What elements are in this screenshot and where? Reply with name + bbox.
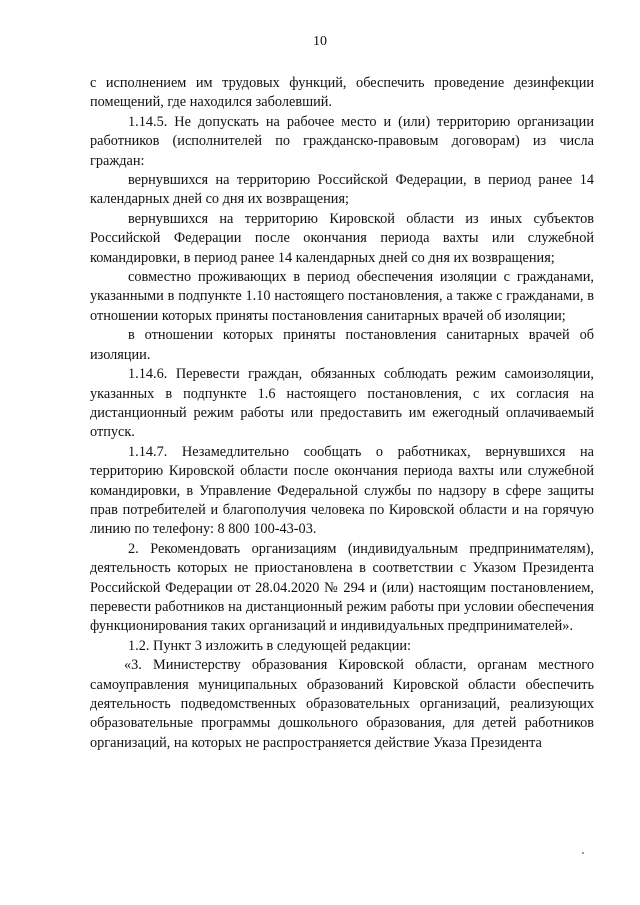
paragraph-continuation: с исполнением им трудовых функций, обеспечить проведение дезинфекции помещений, где находился заболевший.: [90, 75, 594, 111]
list-item-returned-rf: вернувшихся на территорию Российской Федерации, в период ранее 14 календарных дней со дня их возвращения;: [90, 172, 594, 208]
paragraph-2-recommendation: 2. Рекомендовать организациям (индивидуальным предпринимателям), деятельность которых не приостановлена в соответствии с Указом Президента Российской Федерации от 28.04.2020 № 294 и (или) настоящим постановлением, перевести работников на дистанционный режим работы при условии обеспечения функционирования таких организаций и индивидуальных предпринимателей».: [90, 540, 594, 635]
paragraph-1-14-5: 1.14.5. Не допускать на рабочее место и (или) территорию организации работников (исполнителей по гражданско-правовым договорам) из числа граждан:: [90, 113, 594, 169]
paragraph-3-quoted: «3. Министерству образования Кировской области, органам местного самоуправления муниципальных образований Кировской области обеспечить деятельность подведомственных образовательных организаций, реализующих образовательные программы дошкольного образования, для детей работников организаций, на которых не распространяется действие Указа Президента: [90, 657, 594, 751]
page-number: 10: [313, 34, 327, 49]
list-item-isolation-orders: в отношении которых приняты постановления санитарных врачей об изоляции.: [90, 327, 594, 363]
paragraph-1-14-7: 1.14.7. Незамедлительно сообщать о работниках, вернувшихся на территорию Кировской области после окончания периода вахты или служебной командировки, в Управление Федеральной службы по надзору в сфере защиты прав потребителей и благополучия человека по Кировской области и на горячую линию по телефону: 8 800 100-43-03.: [90, 443, 594, 538]
document-body: [90, 74, 594, 753]
paragraph-1-14-6: 1.14.6. Перевести граждан, обязанных соблюдать режим самоизоляции, указанных в подпункте 1.6 настоящего постановления, с их согласия на дистанционный режим работы или предоставить им ежегодный оплачиваемый отпуск.: [90, 366, 594, 441]
paragraph-1-2-amendment: 1.2. Пункт 3 изложить в следующей редакции:: [128, 637, 411, 654]
list-item-returned-kirov: вернувшихся на территорию Кировской области из иных субъектов Российской Федерации после окончания периода вахты или служебной командировки, в период ранее 14 календарных дней со дня их возвращения;: [90, 210, 594, 266]
scan-artifact: [582, 852, 584, 854]
list-item-cohabiting: совместно проживающих в период обеспечения изоляции с гражданами, указанными в подпункте 1.10 настоящего постановления, а также с гражданами, в отношении которых приняты постановления санитарных врачей об изоляции;: [90, 269, 594, 324]
